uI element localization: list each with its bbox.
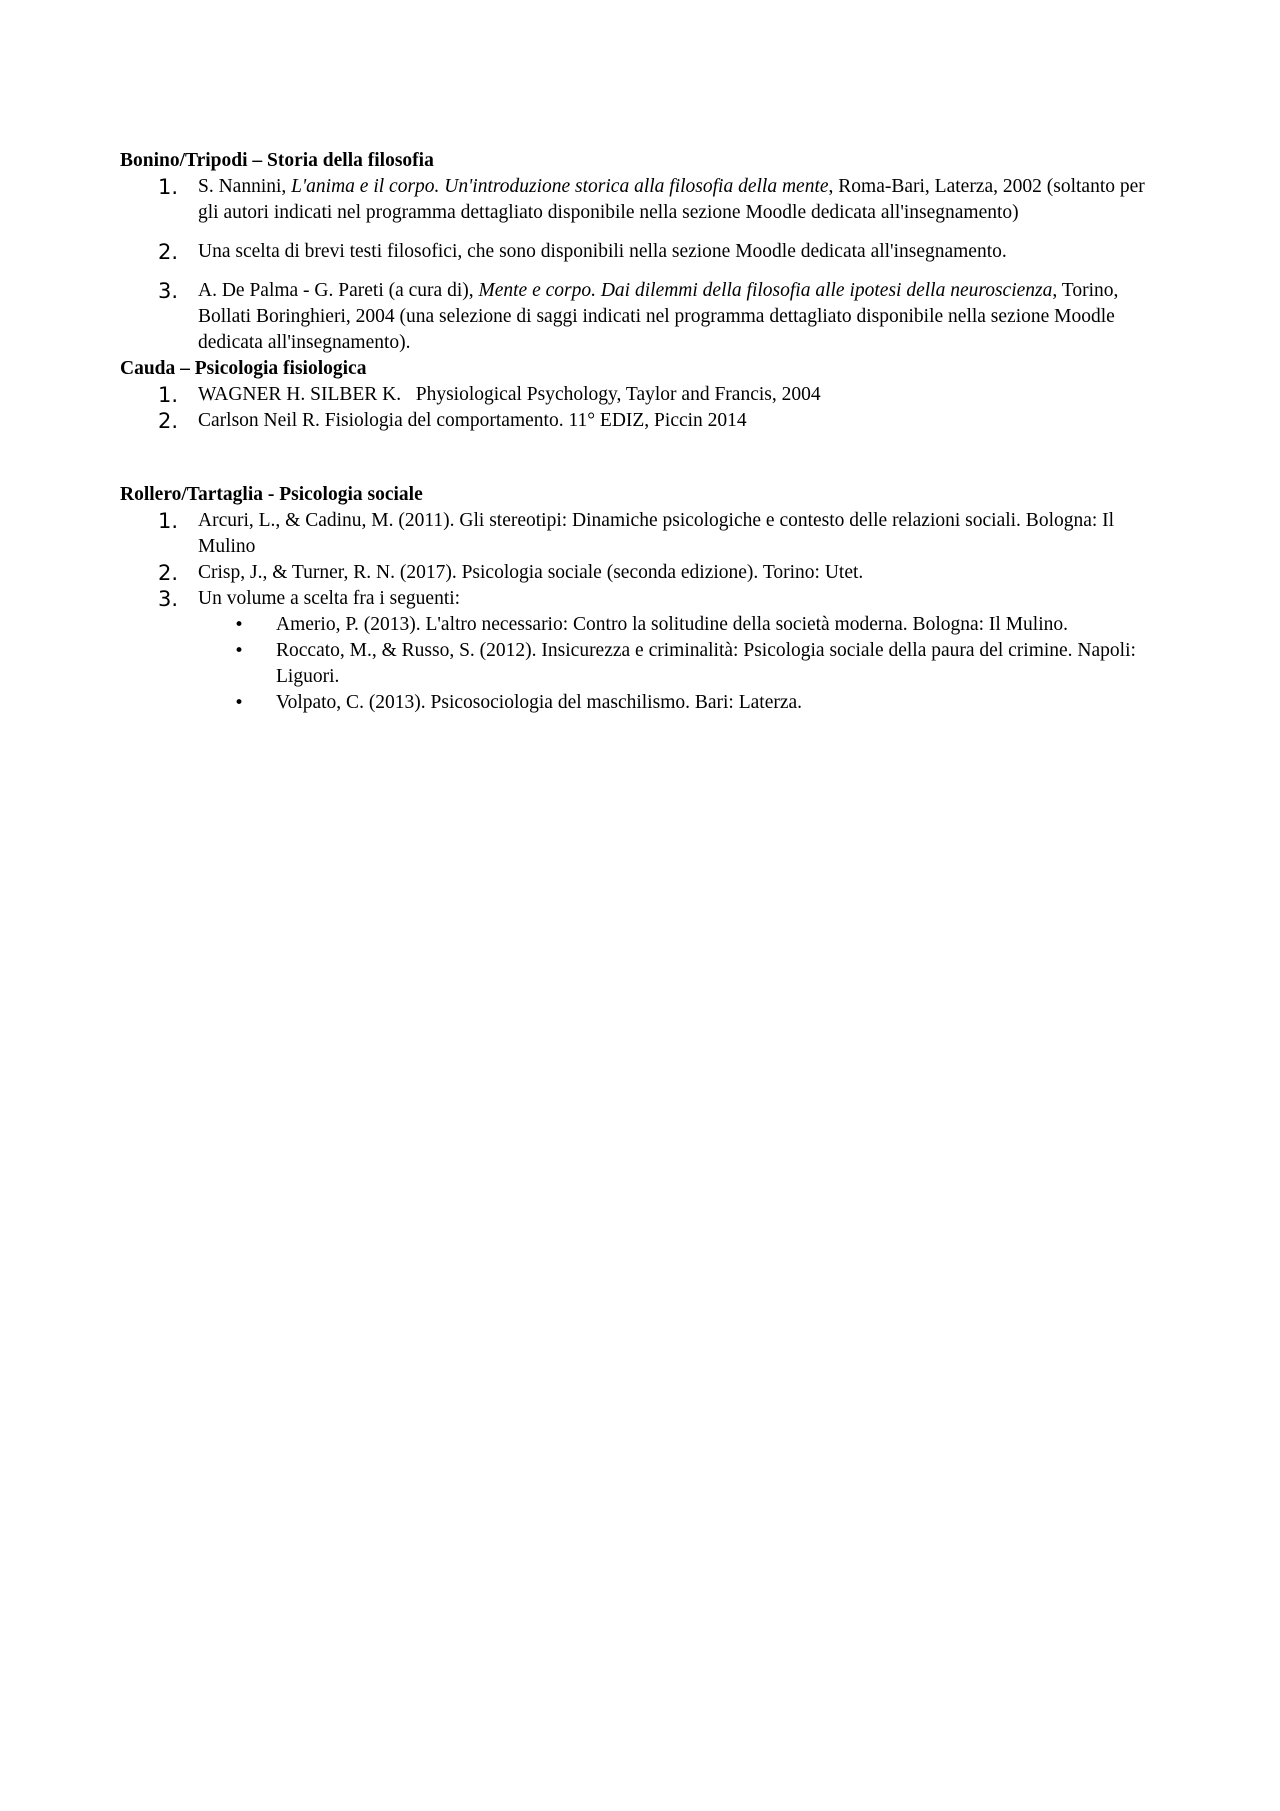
item-text-pre: A. De Palma - G. Pareti (a cura di), xyxy=(198,280,479,301)
item-number: 1. xyxy=(158,175,179,199)
section-title-psicologia-sociale: Rollero/Tartaglia - Psicologia sociale xyxy=(120,484,423,505)
list-item xyxy=(120,174,1170,226)
bullet-text: Amerio, P. (2013). L'altro necessario: Contro la solitudine della società moderna. Bologna: Il Mulino. xyxy=(276,614,1069,635)
item-text: Una scelta di brevi testi filosofici, che sono disponibili nella sezione Moodle dedicata all'insegnamento. xyxy=(198,241,1007,262)
bullet-text: Volpato, C. (2013). Psicosociologia del maschilismo. Bari: Laterza. xyxy=(276,692,803,713)
bullet-icon: • xyxy=(234,615,245,635)
reading-list-storia-filosofia xyxy=(120,174,1170,356)
item-number: 1. xyxy=(158,383,179,407)
volume-options-list xyxy=(198,612,1170,716)
item-number: 2. xyxy=(158,409,179,433)
item-text: Arcuri, L., & Cadinu, M. (2011). Gli stereotipi: Dinamiche psicologiche e contesto delle relazioni sociali. Bologna: Il Mulino xyxy=(198,510,1115,557)
bullet-icon: • xyxy=(234,641,245,661)
bullet-item xyxy=(198,690,1170,716)
item-number: 3. xyxy=(158,279,179,303)
bullet-text: Roccato, M., & Russo, S. (2012). Insicurezza e criminalità: Psicologia sociale della paura del crimine. Napoli: Liguori. xyxy=(276,640,1136,687)
item-text: Crisp, J., & Turner, R. N. (2017). Psicologia sociale (seconda edizione). Torino: Utet. xyxy=(198,562,864,583)
item-number: 1. xyxy=(158,509,179,533)
bullet-item xyxy=(198,612,1170,638)
item-number: 2. xyxy=(158,561,179,585)
item-title-italic: L'anima e il corpo. Un'introduzione storica alla filosofia della mente xyxy=(291,176,829,197)
list-item xyxy=(120,239,1170,265)
list-item xyxy=(120,408,1170,434)
list-item xyxy=(120,560,1170,586)
item-text: Un volume a scelta fra i seguenti: xyxy=(198,588,461,609)
list-item xyxy=(120,586,1170,716)
section-spacer xyxy=(120,434,1170,482)
reading-list-psicologia-sociale xyxy=(120,508,1170,716)
item-text: WAGNER H. SILBER K. Physiological Psychology, Taylor and Francis, 2004 xyxy=(198,384,821,405)
section-title-psicologia-fisiologica: Cauda – Psicologia fisiologica xyxy=(120,358,367,379)
item-text: Carlson Neil R. Fisiologia del comportamento. 11° EDIZ, Piccin 2014 xyxy=(198,410,747,431)
section-title-storia-filosofia: Bonino/Tripodi – Storia della filosofia xyxy=(120,150,434,171)
item-number: 2. xyxy=(158,240,179,264)
bullet-item xyxy=(198,638,1170,690)
bullet-icon: • xyxy=(234,693,245,713)
list-item xyxy=(120,382,1170,408)
item-text-pre: S. Nannini, xyxy=(198,176,292,197)
item-number: 3. xyxy=(158,587,179,611)
list-item xyxy=(120,508,1170,560)
item-text-post: , Torino, Bollati Boringhieri, 2004 (una selezione di saggi indicati nel programma dettagliato disponibile nella sezione Moodle dedicata all'insegnamento). xyxy=(198,280,1119,353)
item-text-post: , Roma-Bari, Laterza, 2002 (soltanto per gli autori indicati nel programma dettagliato disponibile nella sezione Moodle dedicata all'insegnamento) xyxy=(198,176,1145,223)
list-item xyxy=(120,278,1170,356)
item-title-italic: Mente e corpo. Dai dilemmi della filosofia alle ipotesi della neuroscienza xyxy=(478,280,1053,301)
document-page xyxy=(120,148,1170,716)
reading-list-psicologia-fisiologica xyxy=(120,382,1170,434)
